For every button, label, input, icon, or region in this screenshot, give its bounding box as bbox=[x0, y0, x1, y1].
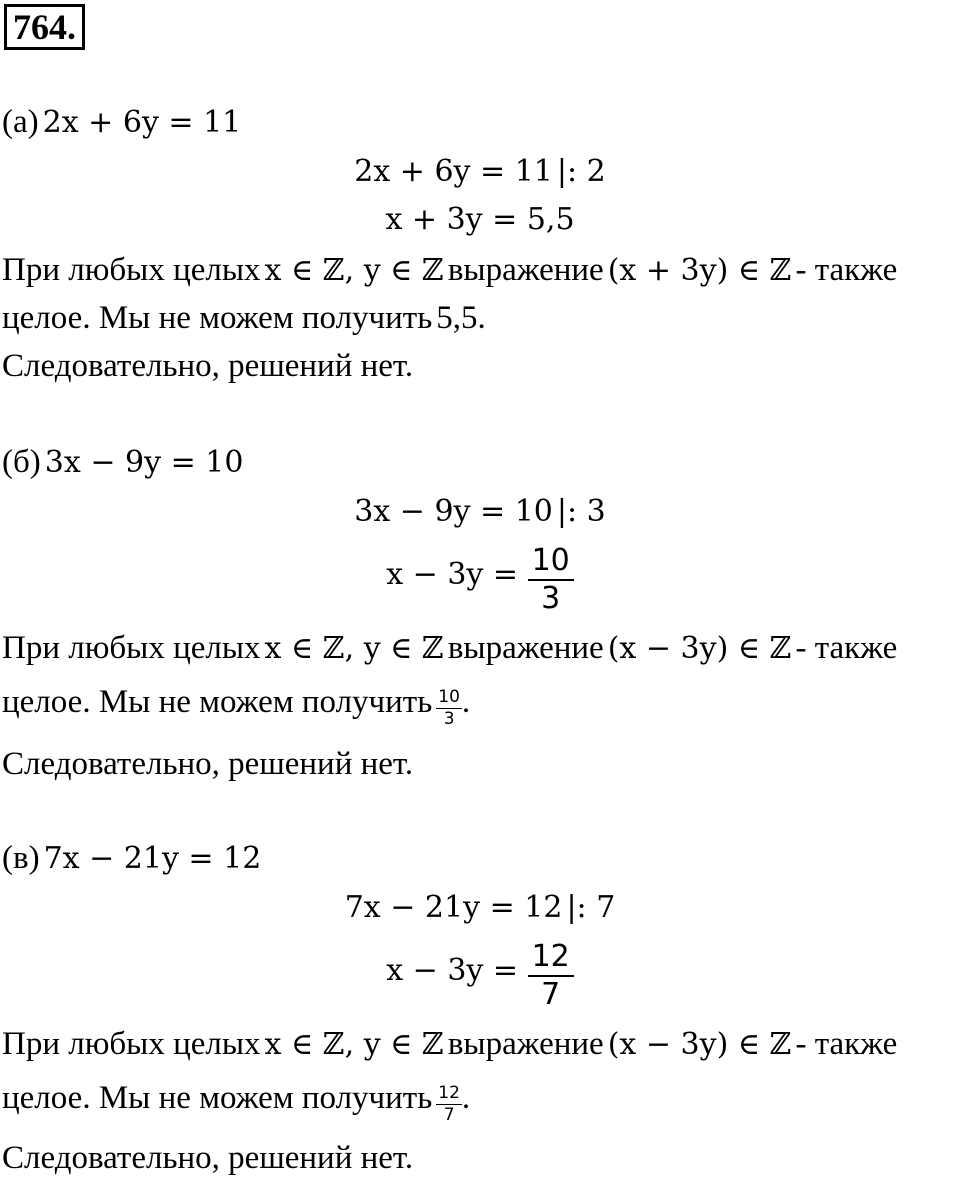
part-b-label: (б) bbox=[2, 444, 41, 480]
part-b-step2-eq: x − 3y = bbox=[386, 557, 528, 592]
part-b-line2 bbox=[2, 680, 470, 736]
part-c-line1-set: x ∈ ℤ, y ∈ ℤ bbox=[264, 1027, 444, 1062]
part-a-line2-value: 5,5 bbox=[436, 300, 478, 336]
part-a-label: (а) bbox=[2, 104, 39, 140]
part-c-line1-also: - также bbox=[795, 1026, 898, 1062]
part-a-line1-set: x ∈ ℤ, y ∈ ℤ bbox=[264, 253, 444, 288]
part-a-line1 bbox=[2, 250, 897, 291]
part-b-line1-text: При любых целых bbox=[2, 630, 261, 666]
part-c-line2-numerator: 12 bbox=[438, 1082, 460, 1103]
part-b-line1 bbox=[2, 628, 897, 669]
part-b-step2-denominator: 3 bbox=[541, 581, 561, 617]
part-b-heading bbox=[2, 442, 243, 483]
part-c-step2-eq: x − 3y = bbox=[386, 953, 528, 988]
part-c-line1 bbox=[2, 1024, 897, 1065]
part-a-step1 bbox=[0, 152, 960, 192]
part-a-step2-eq: x + 3y = bbox=[385, 202, 527, 237]
part-c-heading bbox=[2, 838, 261, 879]
part-a-step2-value: 5,5 bbox=[526, 202, 575, 237]
part-c-line2-denominator: 7 bbox=[443, 1104, 455, 1125]
part-b-step2-numerator: 10 bbox=[531, 543, 570, 579]
part-c-line2-fraction bbox=[436, 1082, 462, 1125]
part-b-step1 bbox=[0, 492, 960, 532]
part-b-step1-eq: 3x − 9y = 10 bbox=[354, 494, 553, 529]
part-b-step2 bbox=[0, 540, 960, 620]
part-c-conclusion: Следовательно, решений нет. bbox=[2, 1140, 414, 1176]
part-b-line2-denominator: 3 bbox=[443, 708, 455, 729]
part-a-line2-text: целое. Мы не можем получить bbox=[2, 300, 433, 336]
part-c-line2-period: . bbox=[461, 1080, 471, 1116]
part-b-line2-text: целое. Мы не можем получить bbox=[2, 684, 433, 720]
part-b-line1-also: - также bbox=[795, 630, 898, 666]
part-a-step1-eq: 2x + 6y = 11 bbox=[354, 154, 553, 189]
part-c-equation: 7x − 21y = 12 bbox=[43, 841, 262, 876]
part-b-line2-numerator: 10 bbox=[438, 686, 460, 707]
part-c-step2-denominator: 7 bbox=[541, 977, 561, 1013]
part-b-line1-set: x ∈ ℤ, y ∈ ℤ bbox=[264, 631, 444, 666]
part-b-step1-divisor: |: 3 bbox=[556, 494, 606, 529]
part-b-conclusion: Следовательно, решений нет. bbox=[2, 746, 414, 782]
part-a-line2-period: . bbox=[477, 300, 486, 336]
part-c-step2-numerator: 12 bbox=[531, 939, 570, 975]
part-c-step2-fraction bbox=[528, 939, 574, 1013]
part-b-line1-expression-word: выражение bbox=[447, 630, 604, 666]
part-a-line1-expr: (x + 3y) ∈ ℤ bbox=[607, 253, 792, 288]
part-a-equation: 2x + 6y = 11 bbox=[42, 105, 242, 140]
part-a-step1-divisor: |: 2 bbox=[556, 154, 606, 189]
part-b-step2-fraction bbox=[528, 543, 574, 617]
part-c-step2 bbox=[0, 936, 960, 1016]
part-c-line2-text: целое. Мы не можем получить bbox=[2, 1080, 433, 1116]
part-a-line2 bbox=[2, 298, 486, 338]
problem-number: 764. bbox=[4, 4, 85, 50]
part-c-line1-text: При любых целых bbox=[2, 1026, 261, 1062]
part-c-line1-expression-word: выражение bbox=[447, 1026, 604, 1062]
part-c-step1-eq: 7x − 21y = 12 bbox=[344, 890, 563, 925]
part-b-line2-period: . bbox=[461, 684, 471, 720]
part-a-heading bbox=[2, 102, 241, 143]
part-c-line1-expr: (x − 3y) ∈ ℤ bbox=[607, 1027, 792, 1062]
part-c-step1 bbox=[0, 888, 960, 928]
part-a-line1-text: При любых целых bbox=[2, 252, 261, 288]
part-a-line1-also: - также bbox=[795, 252, 898, 288]
part-a-conclusion: Следовательно, решений нет. bbox=[2, 348, 414, 384]
part-a-line1-expression-word: выражение bbox=[447, 252, 604, 288]
part-c-label: (в) bbox=[2, 840, 40, 876]
part-b-equation: 3x − 9y = 10 bbox=[44, 445, 244, 480]
part-b-line1-expr: (x − 3y) ∈ ℤ bbox=[607, 631, 792, 666]
part-c-step1-divisor: |: 7 bbox=[566, 890, 616, 925]
part-b-line2-fraction bbox=[436, 686, 462, 729]
part-a-step2 bbox=[0, 200, 960, 240]
part-c-line2 bbox=[2, 1076, 470, 1132]
